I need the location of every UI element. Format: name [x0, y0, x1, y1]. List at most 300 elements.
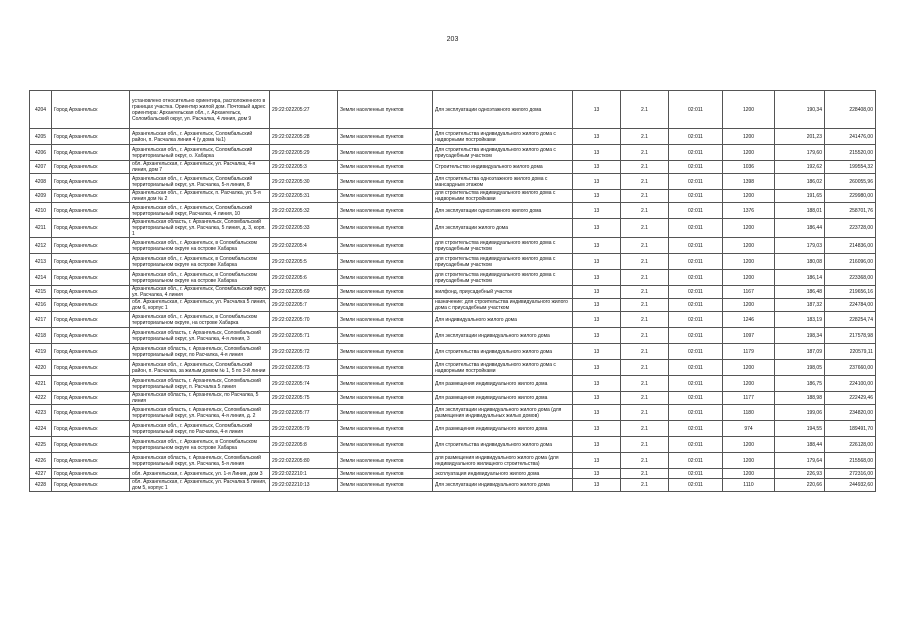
group-cell: 2.1 [621, 129, 669, 145]
table-row [30, 286, 876, 299]
permitted-use-cell: Для эксплуатации индивидуального жилого дома (для размещения индивидуальных жилых домов) [433, 405, 573, 421]
cadastral-value-cell: 228254,74 [825, 312, 876, 328]
land-category-cell: Земли населенных пунктов [338, 161, 433, 174]
land-category-cell: Земли населенных пунктов [338, 312, 433, 328]
cadastral-value-cell: 237660,00 [825, 360, 876, 376]
code-cell: 13 [573, 174, 621, 190]
cadastral-value-cell: 219656,16 [825, 286, 876, 299]
cadastral-value-cell: 241476,00 [825, 129, 876, 145]
table-row [30, 360, 876, 376]
group-cell: 2.1 [621, 360, 669, 376]
group-cell: 2.1 [621, 286, 669, 299]
cadastral-number-cell: 29:22:022205:70 [270, 312, 338, 328]
row-number: 4212 [30, 238, 52, 254]
group-cell: 2.1 [621, 453, 669, 469]
address-cell: Архангельская обл., г. Архангельск, в Соломбальском территориальном округе, на острове Хабарка [130, 312, 270, 328]
specific-value-cell: 188,01 [775, 203, 825, 219]
permitted-use-cell: Для строительства индивидуального жилого дома [433, 437, 573, 453]
row-number: 4225 [30, 437, 52, 453]
permitted-use-cell: Для строительства индивидуального жилого дома с приусадебным участком [433, 145, 573, 161]
specific-value-cell: 186,02 [775, 174, 825, 190]
municipality-cell: Город Архангельск [52, 190, 130, 203]
group-cell: 2.1 [621, 392, 669, 405]
cadastral-number-cell: 29:22:022205:77 [270, 405, 338, 421]
land-category-cell: Земли населенных пунктов [338, 219, 433, 238]
municipality-cell: Город Архангельск [52, 453, 130, 469]
table-row [30, 328, 876, 344]
row-number: 4226 [30, 453, 52, 469]
address-cell: Архангельская область, г. Архангельск, Соломбальский территориальный округ, ул. Расчалка, 4-я линия, 3 [130, 328, 270, 344]
subgroup-cell: 02:011 [669, 161, 723, 174]
row-number: 4204 [30, 91, 52, 129]
code-cell: 13 [573, 421, 621, 437]
cadastral-value-cell: 258701,76 [825, 203, 876, 219]
area-cell: 1200 [723, 91, 775, 129]
permitted-use-cell: для строительства индивидуального жилого дома с приусадебным участком [433, 238, 573, 254]
code-cell: 13 [573, 328, 621, 344]
group-cell: 2.1 [621, 161, 669, 174]
address-cell: Архангельская область, г. Архангельск, по Расчалка, 5 линия [130, 392, 270, 405]
municipality-cell: Город Архангельск [52, 392, 130, 405]
group-cell: 2.1 [621, 91, 669, 129]
specific-value-cell: 186,75 [775, 376, 825, 392]
address-cell: Архангельская область, г. Архангельск, Соломбальский территориальный округ, по Расчалка, 4-я линия [130, 344, 270, 360]
cadastral-value-cell: 216096,00 [825, 254, 876, 270]
specific-value-cell: 186,48 [775, 286, 825, 299]
address-cell: Архангельская обл., г. Архангельск, Соломбальский округ, ул. Расчалка, 4 линия [130, 286, 270, 299]
specific-value-cell: 179,64 [775, 453, 825, 469]
area-cell: 1200 [723, 299, 775, 312]
address-cell: обл. Архангельская, г. Архангельск, ул. 1-я Линия, дом 3 [130, 469, 270, 479]
land-category-cell: Земли населенных пунктов [338, 376, 433, 392]
table-row [30, 161, 876, 174]
cadastral-number-cell: 29:22:022205:32 [270, 203, 338, 219]
cadastral-number-cell: 29:22:022205:8 [270, 437, 338, 453]
group-cell: 2.1 [621, 328, 669, 344]
subgroup-cell: 02:011 [669, 286, 723, 299]
group-cell: 2.1 [621, 299, 669, 312]
row-number: 4221 [30, 376, 52, 392]
cadastral-number-cell: 29:22:022205:72 [270, 344, 338, 360]
specific-value-cell: 179,60 [775, 145, 825, 161]
group-cell: 2.1 [621, 270, 669, 286]
municipality-cell: Город Архангельск [52, 203, 130, 219]
land-category-cell: Земли населенных пунктов [338, 238, 433, 254]
area-cell: 1167 [723, 286, 775, 299]
land-category-cell: Земли населенных пунктов [338, 91, 433, 129]
row-number: 4215 [30, 286, 52, 299]
permitted-use-cell: Для строительства индивидуального жилого дома [433, 344, 573, 360]
area-cell: 974 [723, 421, 775, 437]
area-cell: 1200 [723, 254, 775, 270]
permitted-use-cell: назначение: для строительства индивидуального жилого дома с приусадебным участком [433, 299, 573, 312]
permitted-use-cell: для размещения индивидуального жилого дома (для индивидуального жилищного строительства) [433, 453, 573, 469]
land-category-cell: Земли населенных пунктов [338, 344, 433, 360]
specific-value-cell: 192,62 [775, 161, 825, 174]
subgroup-cell: 02:011 [669, 392, 723, 405]
land-category-cell: Земли населенных пунктов [338, 469, 433, 479]
permitted-use-cell: Для строительства индивидуального жилого дома с надворными постройками [433, 129, 573, 145]
code-cell: 13 [573, 161, 621, 174]
table-row [30, 405, 876, 421]
cadastral-number-cell: 29:22:022205:7 [270, 299, 338, 312]
subgroup-cell: 02:011 [669, 344, 723, 360]
table-row [30, 238, 876, 254]
municipality-cell: Город Архангельск [52, 219, 130, 238]
municipality-cell: Город Архангельск [52, 145, 130, 161]
cadastral-number-cell: 29:22:022205:33 [270, 219, 338, 238]
cadastral-number-cell: 29:22:022205:69 [270, 286, 338, 299]
cadastral-value-cell: 260055,96 [825, 174, 876, 190]
cadastral-number-cell: 29:22:022205:73 [270, 360, 338, 376]
area-cell: 1036 [723, 161, 775, 174]
code-cell: 13 [573, 91, 621, 129]
permitted-use-cell: для строительства индивидуального жилого дома с приусадебным участком [433, 270, 573, 286]
address-cell: Архангельская обл., г. Архангельск, Соломбальский территориальный округ, Расчалка, 4 линия, 10 [130, 203, 270, 219]
subgroup-cell: 02:011 [669, 270, 723, 286]
subgroup-cell: 02:011 [669, 203, 723, 219]
municipality-cell: Город Архангельск [52, 469, 130, 479]
address-cell: Архангельская область, г. Архангельск, Соломбальский территориальный округ, ул. Расчалка, 4-я линия, д. 2 [130, 405, 270, 421]
cadastral-value-cell: 214836,00 [825, 238, 876, 254]
cadastral-number-cell: 29:22:022210:13 [270, 479, 338, 492]
row-number: 4213 [30, 254, 52, 270]
subgroup-cell: 02:011 [669, 479, 723, 492]
permitted-use-cell: Для эксплуатации одноэтажного жилого дома [433, 91, 573, 129]
code-cell: 13 [573, 469, 621, 479]
land-category-cell: Земли населенных пунктов [338, 203, 433, 219]
specific-value-cell: 194,55 [775, 421, 825, 437]
address-cell: Архангельская обл., г. Архангельск, Соломбальский территориальный округ, о. Хабарка [130, 145, 270, 161]
table-row [30, 479, 876, 492]
land-category-cell: Земли населенных пунктов [338, 286, 433, 299]
subgroup-cell: 02:011 [669, 238, 723, 254]
land-category-cell: Земли населенных пунктов [338, 405, 433, 421]
cadastral-value-cell: 217578,98 [825, 328, 876, 344]
municipality-cell: Город Архангельск [52, 405, 130, 421]
permitted-use-cell: для строительства индивидуального жилого дома с приусадебным участком [433, 254, 573, 270]
permitted-use-cell: Для эксплуатации одноэтажного жилого дома [433, 203, 573, 219]
code-cell: 13 [573, 376, 621, 392]
specific-value-cell: 183,19 [775, 312, 825, 328]
table-row [30, 254, 876, 270]
code-cell: 13 [573, 312, 621, 328]
cadastral-number-cell: 29:22:022205:80 [270, 453, 338, 469]
row-number: 4210 [30, 203, 52, 219]
row-number: 4208 [30, 174, 52, 190]
group-cell: 2.1 [621, 145, 669, 161]
area-cell: 1200 [723, 453, 775, 469]
code-cell: 13 [573, 405, 621, 421]
cadastral-value-cell: 215568,00 [825, 453, 876, 469]
address-cell: Архангельская обл., г. Архангельск, Соломбальский территориальный округ, ул. Расчалка, 5-я линия, 8 [130, 174, 270, 190]
group-cell: 2.1 [621, 376, 669, 392]
row-number: 4217 [30, 312, 52, 328]
area-cell: 1177 [723, 392, 775, 405]
land-category-cell: Земли населенных пунктов [338, 421, 433, 437]
municipality-cell: Город Архангельск [52, 161, 130, 174]
row-number: 4207 [30, 161, 52, 174]
cadastral-number-cell: 29:22:022205:6 [270, 270, 338, 286]
municipality-cell: Город Архангельск [52, 174, 130, 190]
specific-value-cell: 186,14 [775, 270, 825, 286]
area-cell: 1200 [723, 129, 775, 145]
subgroup-cell: 02:011 [669, 312, 723, 328]
address-cell: Архангельская обл., г. Архангельск, Соломбальский район, п. Расчалка, за жилым домом № 1, 5 по 3-й линии [130, 360, 270, 376]
cadastral-number-cell: 29:22:022205:29 [270, 145, 338, 161]
area-cell: 1200 [723, 360, 775, 376]
table-row [30, 129, 876, 145]
subgroup-cell: 02:011 [669, 129, 723, 145]
land-category-cell: Земли населенных пунктов [338, 145, 433, 161]
code-cell: 13 [573, 299, 621, 312]
area-cell: 1398 [723, 174, 775, 190]
area-cell: 1179 [723, 344, 775, 360]
group-cell: 2.1 [621, 437, 669, 453]
land-category-cell: Земли населенных пунктов [338, 270, 433, 286]
area-cell: 1200 [723, 190, 775, 203]
table-row [30, 376, 876, 392]
specific-value-cell: 201,23 [775, 129, 825, 145]
municipality-cell: Город Архангельск [52, 479, 130, 492]
cadastral-number-cell: 29:22:022205:71 [270, 328, 338, 344]
permitted-use-cell: Для размещения индивидуального жилого дома [433, 376, 573, 392]
address-cell: Архангельская обл., г. Архангельск, п. Расчалка, ул. 5-я линия дом № 2 [130, 190, 270, 203]
municipality-cell: Город Архангельск [52, 129, 130, 145]
land-category-cell: Земли населенных пунктов [338, 328, 433, 344]
subgroup-cell: 02:011 [669, 376, 723, 392]
permitted-use-cell: Для строительства индивидуального жилого дома с надворными постройками [433, 360, 573, 376]
table-row [30, 299, 876, 312]
municipality-cell: Город Архангельск [52, 270, 130, 286]
area-cell: 1376 [723, 203, 775, 219]
permitted-use-cell: Для индивидуального жилого дома [433, 312, 573, 328]
specific-value-cell: 188,44 [775, 437, 825, 453]
cadastral-number-cell: 29:22:022205:74 [270, 376, 338, 392]
cadastral-value-cell: 215520,00 [825, 145, 876, 161]
area-cell: 1200 [723, 219, 775, 238]
code-cell: 13 [573, 360, 621, 376]
code-cell: 13 [573, 219, 621, 238]
land-category-cell: Земли населенных пунктов [338, 392, 433, 405]
page-number: 203 [446, 36, 459, 43]
code-cell: 13 [573, 286, 621, 299]
table-row [30, 469, 876, 479]
cadastral-value-cell: 223728,00 [825, 219, 876, 238]
row-number: 4206 [30, 145, 52, 161]
row-number: 4218 [30, 328, 52, 344]
code-cell: 13 [573, 129, 621, 145]
municipality-cell: Город Архангельск [52, 360, 130, 376]
address-cell: Архангельская область, г. Архангельск, Соломбальский территориальный округ, п. Расчалка 5 линия [130, 376, 270, 392]
land-category-cell: Земли населенных пунктов [338, 437, 433, 453]
address-cell: Архангельская обл., г. Архангельск, Соломбальский территориальный округ, по Расчалка, 4-я линия [130, 421, 270, 437]
municipality-cell: Город Архангельск [52, 328, 130, 344]
cadastral-value-cell: 226128,00 [825, 437, 876, 453]
land-registry-table [29, 90, 876, 492]
code-cell: 13 [573, 254, 621, 270]
table-row [30, 453, 876, 469]
row-number: 4224 [30, 421, 52, 437]
address-cell: установлено относительно ориентира, расположенного в границах участка. Ориентир жилой дом. Почтовый адрес ориентира: Архангельская обл., г. Архангельск, Соломбальский округ, ул. Расчалка, 4 линия, дом 9 [130, 91, 270, 129]
subgroup-cell: 02:011 [669, 469, 723, 479]
group-cell: 2.1 [621, 312, 669, 328]
specific-value-cell: 199,06 [775, 405, 825, 421]
cadastral-value-cell: 223368,00 [825, 270, 876, 286]
land-category-cell: Земли населенных пунктов [338, 174, 433, 190]
municipality-cell: Город Архангельск [52, 238, 130, 254]
municipality-cell: Город Архангельск [52, 91, 130, 129]
municipality-cell: Город Архангельск [52, 312, 130, 328]
table-row [30, 145, 876, 161]
subgroup-cell: 02:011 [669, 360, 723, 376]
cadastral-value-cell: 244932,60 [825, 479, 876, 492]
specific-value-cell: 180,08 [775, 254, 825, 270]
address-cell: Архангельская обл., г. Архангельск, Соломбальский район, п. Расчалка линия 4 (у дома №1) [130, 129, 270, 145]
cadastral-number-cell: 29:22:022205:4 [270, 238, 338, 254]
subgroup-cell: 02:011 [669, 91, 723, 129]
subgroup-cell: 02:011 [669, 405, 723, 421]
cadastral-value-cell: 199554,32 [825, 161, 876, 174]
area-cell: 1110 [723, 479, 775, 492]
area-cell: 1200 [723, 270, 775, 286]
row-number: 4216 [30, 299, 52, 312]
subgroup-cell: 02:011 [669, 174, 723, 190]
row-number: 4205 [30, 129, 52, 145]
cadastral-value-cell: 222429,46 [825, 392, 876, 405]
municipality-cell: Город Архангельск [52, 376, 130, 392]
cadastral-number-cell: 29:22:022205:75 [270, 392, 338, 405]
specific-value-cell: 188,98 [775, 392, 825, 405]
code-cell: 13 [573, 190, 621, 203]
group-cell: 2.1 [621, 238, 669, 254]
table-row [30, 312, 876, 328]
code-cell: 13 [573, 453, 621, 469]
subgroup-cell: 02:011 [669, 299, 723, 312]
address-cell: Архангельская обл., г. Архангельск, в Соломбальском территориальном округе на острове Хабарка [130, 270, 270, 286]
address-cell: обл. Архангельская, г. Архангельск, ул. Расчалка 5 линия, дом 5, корпус 1 [130, 479, 270, 492]
table-row [30, 437, 876, 453]
row-number: 4227 [30, 469, 52, 479]
municipality-cell: Город Архангельск [52, 344, 130, 360]
code-cell: 13 [573, 479, 621, 492]
subgroup-cell: 02:011 [669, 453, 723, 469]
permitted-use-cell: Строительство индивидуального жилого дома [433, 161, 573, 174]
row-number: 4223 [30, 405, 52, 421]
cadastral-value-cell: 224100,00 [825, 376, 876, 392]
table-row [30, 392, 876, 405]
permitted-use-cell: эксплуатация индивидуального жилого дома [433, 469, 573, 479]
group-cell: 2.1 [621, 421, 669, 437]
code-cell: 13 [573, 344, 621, 360]
area-cell: 1200 [723, 145, 775, 161]
group-cell: 2.1 [621, 344, 669, 360]
municipality-cell: Город Архангельск [52, 299, 130, 312]
subgroup-cell: 02:011 [669, 190, 723, 203]
municipality-cell: Город Архангельск [52, 421, 130, 437]
group-cell: 2.1 [621, 219, 669, 238]
table-row [30, 270, 876, 286]
cadastral-number-cell: 29:22:022205:31 [270, 190, 338, 203]
permitted-use-cell: Для эксплуатации индивидуального жилого дома [433, 328, 573, 344]
specific-value-cell: 186,44 [775, 219, 825, 238]
permitted-use-cell: Для размещения индивидуального жилого дома [433, 421, 573, 437]
cadastral-number-cell: 29:22:022210:1 [270, 469, 338, 479]
specific-value-cell: 187,32 [775, 299, 825, 312]
specific-value-cell: 187,09 [775, 344, 825, 360]
area-cell: 1200 [723, 437, 775, 453]
permitted-use-cell: жилфонд, приусадебный участок [433, 286, 573, 299]
address-cell: Архангельская обл., г. Архангельск, в Соломбальском территориальном округе на острове Хабарка [130, 254, 270, 270]
cadastral-value-cell: 220579,11 [825, 344, 876, 360]
table-row [30, 174, 876, 190]
row-number: 4222 [30, 392, 52, 405]
area-cell: 1200 [723, 469, 775, 479]
cadastral-value-cell: 189491,70 [825, 421, 876, 437]
group-cell: 2.1 [621, 174, 669, 190]
code-cell: 13 [573, 437, 621, 453]
row-number: 4214 [30, 270, 52, 286]
cadastral-number-cell: 29:22:022205:27 [270, 91, 338, 129]
land-category-cell: Земли населенных пунктов [338, 479, 433, 492]
permitted-use-cell: Для строительства одноэтажного жилого дома с мансардным этажом [433, 174, 573, 190]
permitted-use-cell: Для эксплуатации индивидуального жилого дома [433, 479, 573, 492]
row-number: 4219 [30, 344, 52, 360]
specific-value-cell: 191,65 [775, 190, 825, 203]
specific-value-cell: 179,03 [775, 238, 825, 254]
group-cell: 2.1 [621, 405, 669, 421]
area-cell: 1200 [723, 376, 775, 392]
subgroup-cell: 02:011 [669, 437, 723, 453]
land-category-cell: Земли населенных пунктов [338, 360, 433, 376]
address-cell: Архангельская область, г. Архангельск, Соломбальский территориальный округ, ул. Расчалка, 5 линия, д. 3, корп. 1 [130, 219, 270, 238]
cadastral-number-cell: 29:22:022205:79 [270, 421, 338, 437]
area-cell: 1200 [723, 238, 775, 254]
subgroup-cell: 02:011 [669, 145, 723, 161]
cadastral-number-cell: 29:22:022205:3 [270, 161, 338, 174]
area-cell: 1246 [723, 312, 775, 328]
specific-value-cell: 190,34 [775, 91, 825, 129]
specific-value-cell: 198,05 [775, 360, 825, 376]
cadastral-value-cell: 228408,00 [825, 91, 876, 129]
permitted-use-cell: Для размещения индивидуального жилого дома [433, 392, 573, 405]
specific-value-cell: 198,34 [775, 328, 825, 344]
table-row [30, 91, 876, 129]
group-cell: 2.1 [621, 203, 669, 219]
specific-value-cell: 226,93 [775, 469, 825, 479]
row-number: 4211 [30, 219, 52, 238]
permitted-use-cell: Для эксплуатации жилого дома [433, 219, 573, 238]
subgroup-cell: 02:011 [669, 219, 723, 238]
land-category-cell: Земли населенных пунктов [338, 129, 433, 145]
subgroup-cell: 02:011 [669, 254, 723, 270]
code-cell: 13 [573, 203, 621, 219]
address-cell: Архангельская обл., г. Архангельск, в Соломбальском территориальном округе на острове Хабарка [130, 238, 270, 254]
table-row [30, 421, 876, 437]
group-cell: 2.1 [621, 190, 669, 203]
municipality-cell: Город Архангельск [52, 437, 130, 453]
cadastral-value-cell: 272316,00 [825, 469, 876, 479]
row-number: 4220 [30, 360, 52, 376]
cadastral-value-cell: 224784,00 [825, 299, 876, 312]
cadastral-number-cell: 29:22:022205:5 [270, 254, 338, 270]
area-cell: 1097 [723, 328, 775, 344]
cadastral-number-cell: 29:22:022205:28 [270, 129, 338, 145]
land-category-cell: Земли населенных пунктов [338, 453, 433, 469]
municipality-cell: Город Архангельск [52, 286, 130, 299]
table-row [30, 344, 876, 360]
land-category-cell: Земли населенных пунктов [338, 190, 433, 203]
